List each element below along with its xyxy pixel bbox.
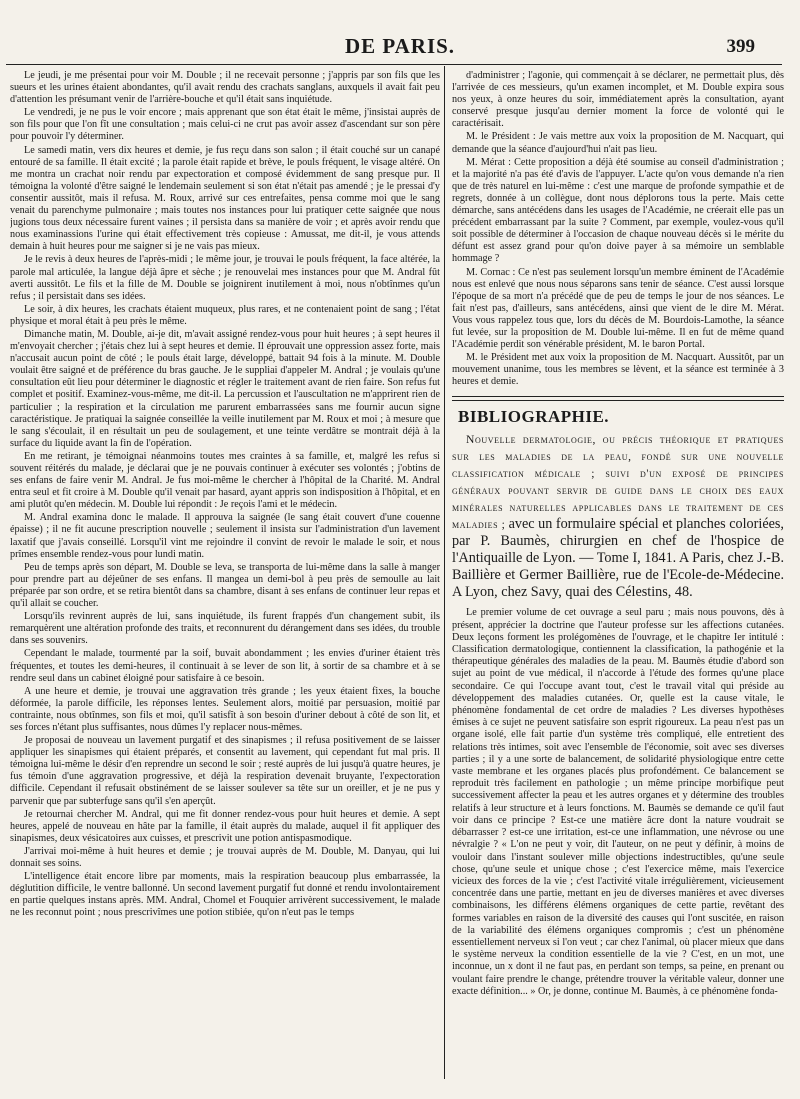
bibliography-title: BIBLIOGRAPHIE. — [458, 407, 610, 427]
bibliography-heading — [452, 431, 784, 601]
paragraph: Je le revis à deux heures de l'après-midi ; le même jour, je trouvai le pouls fréquent, la face altérée, la parole mal articulée, la langue déjà âpre et sèche ; je renouvelai mes instances pour que M. Andral fût averti aussitôt. Le fils et la fille de M. Double se joignirent inutilement à moi, nous n'obtînmes qu'un refus ; il persistait dans ses idées. — [10, 254, 440, 302]
header-title: DE PARIS. — [344, 34, 456, 58]
paragraph: M. Andral examina donc le malade. Il approuva la saignée (le sang était couvert d'une couenne épaisse) ; il ne fit aucune prescription nouvelle ; seulement il insista sur l'administration d'un lavement laxatif que j'avais conseillé. Lorsqu'il vint me rejoindre il convint de revoir le malade le soir, et nous prîmes ensemble rendez-vous pour lundi matin. — [10, 512, 440, 560]
paragraph: Le soir, à dix heures, les crachats étaient muqueux, plus rares, et ne contenaient point de sang ; l'état physique et moral était à peu près le même. — [10, 303, 440, 327]
column-divider — [444, 66, 445, 1079]
paragraph: Le premier volume de cet ouvrage a seul paru ; mais nous pouvons, dès à présent, apprécier la doctrine que l'auteur professe sur les affections cutanées. Deux leçons forment les prolégomènes de l'ouvrage, et le chapitre Ier intitulé : Classification dermatologique, contiennent la classification, la pathogénie et la thérapeutique générales des maladies de la peau. M. Baumès étudie d'abord son sujet au point de vue médical, il n'accorde à l'étude des formes qu'une place secondaire. Ce qui l'occupe avant tout, c'est le travail vital qui préside au développement des maladies cutanées. Or, quelle est la cause vitale, le phénomène fondamental de cet ordre de maladies ? Les diverses hypothèses émises à ce sujet ne peuvent satisfaire son esprit rigoureux. La peau n'est pas un organe isolé, elle fait partie d'un système très compliqué, elle entretient des relations très intimes, soit avec l'ensemble de l'économie, soit avec ses diverses parties ; il y a une sorte de balancement, de solidarité physiologique entre cette vaste membrane et les organes placés plus profondément. Ce balancement se reproduit très facilement en pathologie ; un même principe morbifique peut successivement affecter la peau et les autres organes et y détermine des troubles relatifs à leur structure et à leurs fonctions. M. Baumès se demande ce qu'il faut voir dans ce principe ? Est-ce une matière âcre dont la nature voudrait se débarrasser ? est-ce une irritation, est-ce une inflammation, une névrose ou une névralgie ? « L'on ne peut y voir, dit l'auteur, on ne peut y définir, à moins de vouloir dans l'instant soulever mille objections indestructibles, qu'une seule chose, qu'une seule et unique chose ; c'est l'exercice même, mais l'exercice vicieux des forces de la vie ; c'est l'activité vitale irrégulièrement, vicieusement concentrée dans une partie, mettant en jeu de diverses manières et avec diverses combinaisons, les différens élémens organiques de cette partie, revêtant des formes variables en raison de la diversité des causes qui l'ont suscitée, en raison de la variabilité des élémens organiques compromis ; c'est un phénomène essentiellement nerveux si l'on veut ; car chez l'animal, où placer mieux que dans le système nerveux la condition essentielle de la vie ? C'est, en un mot, une inconnue, un x dont il ne faut pas, en perdant son temps, sa peine, en prenant ou voulant faire prendre le change, prétendre trouver la véritable valeur, donner une exacte définition... » Or, je donne, continue M. Baumès, à ce phénomène fonda- — [452, 607, 784, 997]
session-minutes — [452, 70, 784, 388]
paragraph: A une heure et demie, je trouvai une aggravation très grande ; les yeux étaient fixes, la bouche déformée, la parole difficile, les réponses lentes. Seulement alors, moitié par persuasion, moitié par contrainte, nous obtînmes, son fils et moi, qu'il satisfît à son besoin d'uriner debout à côté de son lit, et ses forces n'étant plus suffisantes, nous dûmes l'y replacer nous-mêmes. — [10, 685, 440, 733]
paragraph: M. le Président met aux voix la proposition de M. Nacquart. Aussitôt, par un mouvement unanime, tous les membres se lèvent, et la séance est terminée à 3 heures et demie. — [452, 352, 784, 388]
paragraph: Le jeudi, je me présentai pour voir M. Double ; il ne recevait personne ; j'appris par son fils que les sueurs et les urines étaient abondantes, qu'il avait rendu des crachats sanglans, auxquels il avait fait peu d'attention les présumant venir de l'arrière-bouche et qu'il était sans inquiétude. — [10, 70, 440, 106]
paragraph: M. Cornac : Ce n'est pas seulement lorsqu'un membre éminent de l'Académie nous est enlevé que nous nous séparons sans tenir de séance. C'est aussi lorsque l'époque de sa mort n'a précédé que de peu de temps le jour de nos séances. Le fait n'est pas, d'ailleurs, sans antécédens, ainsi que vient de le dire M. Mérat. Vous vous rappelez tous que, lors du décès de M. Bourdois-Lamothe, la séance fut levée, sur la proposition de M. Double lui-même. Il en fut de même quand l'Académie perdit son vénérable président, M. le baron Portal. — [452, 266, 784, 351]
bibliography-body — [452, 607, 784, 998]
paragraph: d'administrer ; l'agonie, qui commençait à se déclarer, ne permettait plus, dès l'arrivée de ces messieurs, qu'un examen incomplet, et M. Double expira sous nos yeux, à onze heures du soir, immédiatement après la consultation, ayant conservé presque jusqu'au dernier moment la force de volonté qui le caractérisait. — [452, 70, 784, 130]
paragraph: Dimanche matin, M. Double, ai-je dit, m'avait assigné rendez-vous pour huit heures ; à sept heures il m'envoyait chercher ; j'étais chez lui à sept heures et demie. Il éprouvait une oppression assez forte, mais n'accusait aucun point de côté ; le pouls était large, développé, battait 94 fois à la minute. M. Double voulait être saigné et de préférence du bras gauche. Je le suppliai d'appeler M. Andral ; je voulais qu'une consultation eût lieu pour déterminer le diagnostic et régler le traitement avant de rien faire. Son refus fut complet et positif. Examinez-vous-même, me dit-il. La percussion et l'auscultation ne m'apprirent rien de particulier ; la respiration et la circulation me parurent embarrassées sans me fournir aucun signe caractéristique. Je pratiquai la saignée conseillée la veille inutilement par M. Roux et moi ; à mesure que le sang s'écoulait, il en résultait un peu de soulagement, et une teinte verdâtre se montrait déjà à la surface du liquide avant la fin de l'opération. — [10, 328, 440, 449]
page-number: 399 — [726, 36, 755, 57]
page-header — [0, 34, 800, 74]
paragraph: Je proposai de nouveau un lavement purgatif et des sinapismes ; il refusa positivement de se laisser appliquer les sinapismes qui étaient préparés, et consentit au lavement, qui cependant fut mal pris. Il témoigna lui-même le désir d'en reprendre un second le soir ; resté auprès de lui jusqu'à quatre heures, je fus témoin d'une aggravation progressive, et déjà la respiration devenait bruyante, l'expectoration difficile. Cependant il refusait obstinément de se laisser soulever sa tête sur un oreiller, et je ne pus y parvenir que par subterfuge sans qu'il s'en aperçût. — [10, 735, 440, 807]
paragraph: Lorsqu'ils revinrent auprès de lui, sans inquiétude, ils furent frappés d'un changement subit, ils remarquèrent une altération profonde des traits, et reconnurent du dérangement dans ses idées, du trouble dans ses souvenirs. — [10, 611, 440, 647]
paragraph: J'arrivai moi-même à huit heures et demie ; je trouvai auprès de M. Double, M. Danyau, qui lui donnait ses soins. — [10, 845, 440, 869]
paragraph: Je retournai chercher M. Andral, qui me fit donner rendez-vous pour huit heures et demie. A sept heures, appelé de nouveau en hâte par la famille, il était auprès du malade, auquel il fit appliquer des sinapismes, deux vésicatoires aux cuisses, et prescrivit une potion antispasmodique. — [10, 808, 440, 844]
paragraph: M. Mérat : Cette proposition a déjà été soumise au conseil d'administration ; et la majorité n'a pas été d'avis de l'appuyer. L'acte qu'on vous demande n'a rien que de très naturel en lui-même : c'est une marque de profonde sympathie et de regrets, donnée à un collègue, dont nous déplorons tous la perte. Mais cette démarche, sans antécédens dans les usages de l'Académie, ne créerait elle pas un précédent embarrassant par la suite ? Comment, par exemple, voulez-vous qu'il soit possible de déterminer à l'occasion de chaque nouveau décès si le mérite du défunt est assez grand pour qu'on doive payer à sa mémoire un semblable hommage ? — [452, 156, 784, 265]
section-separator — [452, 396, 784, 401]
paragraph: Peu de temps après son départ, M. Double se leva, se transporta de lui-même dans la salle à manger pour prendre part au déjeûner de ses enfans. Il mangea un demi-bol à peu près de semoulle au lait préparée par son ordre, et se retira bientôt dans sa chambre, disant à ses enfans de continuer leur repas et qu'il allait se coucher. — [10, 561, 440, 610]
paragraph: M. le Président : Je vais mettre aux voix la proposition de M. Nacquart, qui demande que la séance d'aujourd'hui n'ait pas lieu. — [452, 131, 784, 155]
paragraph: Le vendredi, je ne pus le voir encore ; mais apprenant que son état était le même, j'insistai auprès de son fils pour que l'on fît une consultation ; mais celui-ci ne crut pas avoir assez d'ascendant sur son père pour pouvoir l'y déterminer. — [10, 107, 440, 143]
left-column — [10, 70, 440, 1085]
right-column — [452, 70, 784, 1085]
bibliography-heading-small-caps: Nouvelle dermatologie, ou précis théorique et pratiques sur les maladies de la peau, fondé sur une nouvelle classification médicale ; suivi d'un exposé de principes généraux pouvant servir de guide dans le choix des eaux minérales naturelles applicables dans le traitement de ces maladies ; — [452, 433, 784, 532]
paragraph: L'intelligence était encore libre par moments, mais la respiration beaucoup plus embarrassée, la déglutition difficile, le ventre ballonné. Un second lavement purgatif fut donné et rendu involontairement en partie quelques instans après. MM. Andral, Chomel et Fouquier arrivèrent successivement, le malade ne les reconnut point ; nous prescrivîmes une potion stibiée, qu'on n'eut pas le temps — [10, 871, 440, 919]
paragraph: Le samedi matin, vers dix heures et demie, je fus reçu dans son salon ; il était couché sur un canapé entouré de sa famille. Il était excité ; la parole était rapide et brève, le pouls fréquent, le visage altéré. On me montra un crachat noir rendu par expectoration et composé évidemment de sang presque pur. Il témoigna la volonté d'être saigné le lendemain seulement si son état n'était pas amendé ; je le pressai d'y consentir aussitôt, mais il refusa. M. Roux, arrivé sur ces entrefaites, pensa comme moi que le sang venait du parenchyme pulmonaire ; mais toutes nos instances pour lui pratiquer cette saignée que nous jugions tous deux nécessaire furent vaines ; il persista dans sa manière de voir ; et après avoir rendu que nous examinassions l'urine qui était effectivement très copieuse : Amussat, me dit-il, je vous attends demain à huit heures pour me saigner si je ne vais pas mieux. — [10, 144, 440, 253]
bibliography-heading-large: avec un formulaire spécial et planches coloriées, par P. Baumès, chirurgien en chef de l'hospice de l'Antiquaille de Lyon. — Tome I, 1841. A Paris, chez J.-B. Baillière et Germer Baillière, rue de l'Ecole-de-Médecine. A Lyon, chez Savy, quai des Célestins, 48. — [452, 516, 784, 601]
paragraph: Cependant le malade, tourmenté par la soif, buvait abondamment ; les envies d'uriner étaient très fréquentes, et toutes les demi-heures, il continuait à se lever de son lit, à sortir de sa chambre et à se rendre seul dans un cabinet éloigné pour satisfaire à ce besoin. — [10, 648, 440, 684]
header-rule — [6, 64, 782, 65]
paragraph: En me retirant, je témoignai néanmoins toutes mes craintes à sa famille, et, malgré les refus si souvent réitérés du malade, je déclarai que je ne pouvais continuer à exécuter ses volontés ; j'obtins de ses enfans de faire venir M. Andral. Je fus moi-même le chercher à l'hôpital de la Charité. M. Andral entra seul et fit croire à M. Double qu'il venait par hasard, ayant appris son indisposition à l'hôpital, et en ami plutôt qu'en médecin. M. Double lui répondit : Je reçois l'ami et le médecin. — [10, 450, 440, 511]
